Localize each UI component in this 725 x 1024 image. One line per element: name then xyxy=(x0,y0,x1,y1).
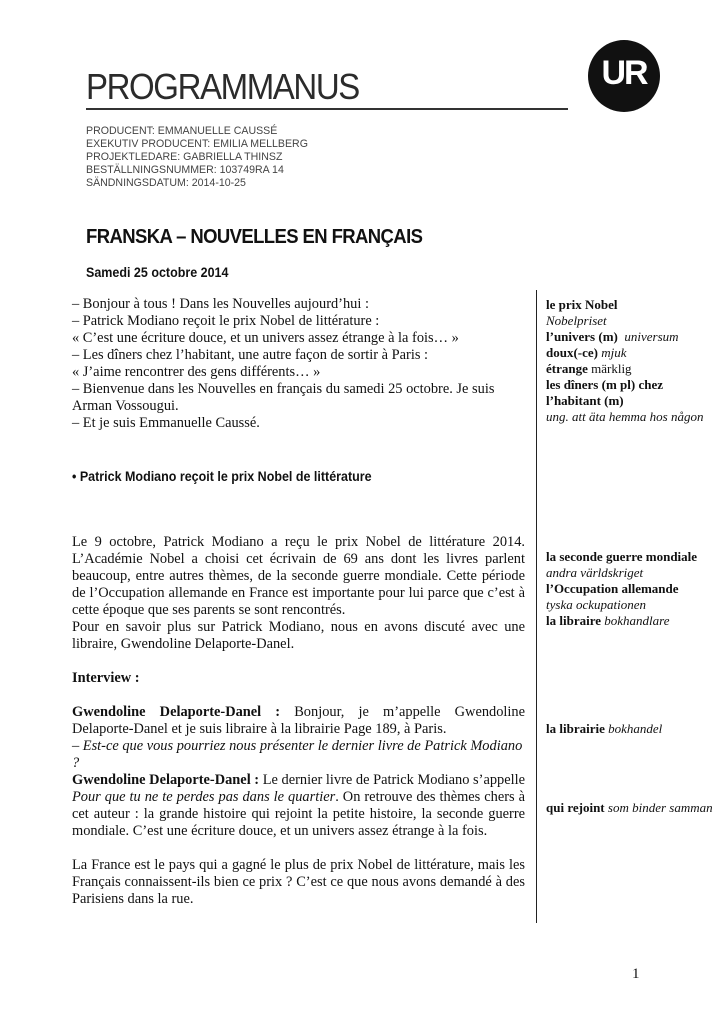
speaker-name: Gwendoline Delaporte-Danel : xyxy=(72,704,281,720)
meta-executive-producer: EXEKUTIV PRODUCENT: EMILIA MELLBERG xyxy=(86,138,308,150)
section-title: • Patrick Modiano reçoit le prix Nobel de littérature xyxy=(72,469,372,485)
glossary-entry xyxy=(546,549,716,581)
document-date: Samedi 25 octobre 2014 xyxy=(86,265,229,281)
section-paragraph: Pour en savoir plus sur Patrick Modiano, nous en avons discuté avec une libraire, Gwendoline Delaporte-Danel. xyxy=(72,619,525,652)
intro-line: – Patrick Modiano reçoit le prix Nobel de littérature : xyxy=(72,313,380,329)
page-title: PROGRAMMANUS xyxy=(86,66,359,107)
glossary-block-4 xyxy=(546,800,716,816)
glossary-definition: som binder samman xyxy=(607,800,713,815)
section-paragraph: Le 9 octobre, Patrick Modiano a reçu le prix Nobel de littérature 2014. L’Académie Nobel a choisi cet écrivain de 69 ans dont les livres parlent beaucoup, entre autres thèmes, de la seconde guerre mondiale. Cette période de l’Occupation allemande en France est importante pour lui parce que c’est à cette époque que ses parents se sont rencontrés. xyxy=(72,534,525,618)
glossary-block-1 xyxy=(546,297,716,425)
glossary-definition: märklig xyxy=(591,361,632,376)
glossary-definition: universum xyxy=(624,329,679,344)
glossary-term: l’Occupation allemande xyxy=(546,581,679,596)
logo-text: UR xyxy=(601,54,647,92)
glossary-entry xyxy=(546,721,716,737)
glossary-term: qui rejoint xyxy=(546,800,605,815)
intro-line: « C’est une écriture douce, et un univers assez étrange à la fois… » xyxy=(72,330,459,346)
meta-producer: PRODUCENT: EMMANUELLE CAUSSÉ xyxy=(86,125,278,137)
glossary-term: doux(-ce) xyxy=(546,345,598,360)
meta-broadcast-date: SÄNDNINGSDATUM: 2014-10-25 xyxy=(86,177,246,189)
glossary-definition: andra världskriget xyxy=(546,565,644,580)
meta-order-number: BESTÄLLNINGSNUMMER: 103749RA 14 xyxy=(86,164,284,176)
intro-line: – Les dîners chez l’habitant, une autre façon de sortir à Paris : xyxy=(72,347,429,363)
title-divider xyxy=(86,108,568,110)
glossary-term: étrange xyxy=(546,361,588,376)
answer-text: . On retrouve des thèmes chers à cet auteur : la grande histoire qui rejoint la petite histoire, la seconde guerre mondiale. C’est une écriture douce, et un univers assez étrange à la fois. xyxy=(72,789,525,839)
glossary-definition: mjuk xyxy=(601,345,627,360)
glossary-entry xyxy=(546,329,716,345)
meta-project-lead: PROJEKTLEDARE: GABRIELLA THINSZ xyxy=(86,151,283,163)
glossary-entry xyxy=(546,581,716,613)
glossary-definition: bokhandel xyxy=(608,721,663,736)
glossary-definition: ung. att äta hemma hos någon xyxy=(546,409,704,424)
answer-text: Bonjour, je m’appelle Gwendoline Delaporte-Danel et je suis libraire à la librairie Page 189, à Paris. xyxy=(72,704,525,737)
intro-line: – Bonjour à tous ! Dans les Nouvelles aujourd’hui : xyxy=(72,296,369,312)
glossary-block-2 xyxy=(546,549,716,629)
intro-line: – Et je suis Emmanuelle Caussé. xyxy=(72,415,260,431)
glossary-entry xyxy=(546,345,716,361)
glossary-definition: bokhandlare xyxy=(604,613,670,628)
intro-line: – Bienvenue dans les Nouvelles en français du samedi 25 octobre. Je suis Arman Vossougui. xyxy=(72,381,495,414)
column-divider xyxy=(536,290,537,923)
interview-answer xyxy=(72,772,525,840)
ur-logo xyxy=(588,40,660,112)
interview-question: – Est-ce que vous pourriez nous présenter le dernier livre de Patrick Modiano ? xyxy=(72,738,523,771)
glossary-term: les dîners (m pl) chez l’habitant (m) xyxy=(546,377,663,408)
speaker-name: Gwendoline Delaporte-Danel : xyxy=(72,772,260,788)
glossary-term: la seconde guerre mondiale xyxy=(546,549,698,564)
intro-line: « J’aime rencontrer des gens différents… » xyxy=(72,364,321,380)
main-text xyxy=(72,296,525,908)
production-meta xyxy=(86,125,308,190)
intro-block xyxy=(72,296,525,432)
glossary-term: la librairie xyxy=(546,721,605,736)
glossary-entry xyxy=(546,377,716,425)
glossary-term: le prix Nobel xyxy=(546,297,618,312)
interview-answer xyxy=(72,704,525,738)
book-title: Pour que tu ne te perdes pas dans le quartier xyxy=(72,789,336,805)
glossary-term: la libraire xyxy=(546,613,602,628)
glossary-definition: tyska ockupationen xyxy=(546,597,646,612)
glossary-term: l’univers (m) xyxy=(546,329,618,344)
glossary-entry xyxy=(546,800,716,816)
glossary-entry xyxy=(546,361,716,377)
glossary-entry xyxy=(546,297,716,329)
glossary-entry xyxy=(546,613,716,629)
page-number: 1 xyxy=(632,966,640,982)
glossary-block-3 xyxy=(546,721,716,737)
closing-paragraph: La France est le pays qui a gagné le plus de prix Nobel de littérature, mais les Français connaissent-ils bien ce prix ? C’est ce que nous avons demandé à des Parisiens dans la rue. xyxy=(72,857,525,907)
document-heading: FRANSKA – NOUVELLES EN FRANÇAIS xyxy=(86,224,423,248)
answer-text: Le dernier livre de Patrick Modiano s’appelle xyxy=(259,772,525,788)
interview-label: Interview : xyxy=(72,670,140,686)
glossary-definition: Nobelpriset xyxy=(546,313,607,328)
